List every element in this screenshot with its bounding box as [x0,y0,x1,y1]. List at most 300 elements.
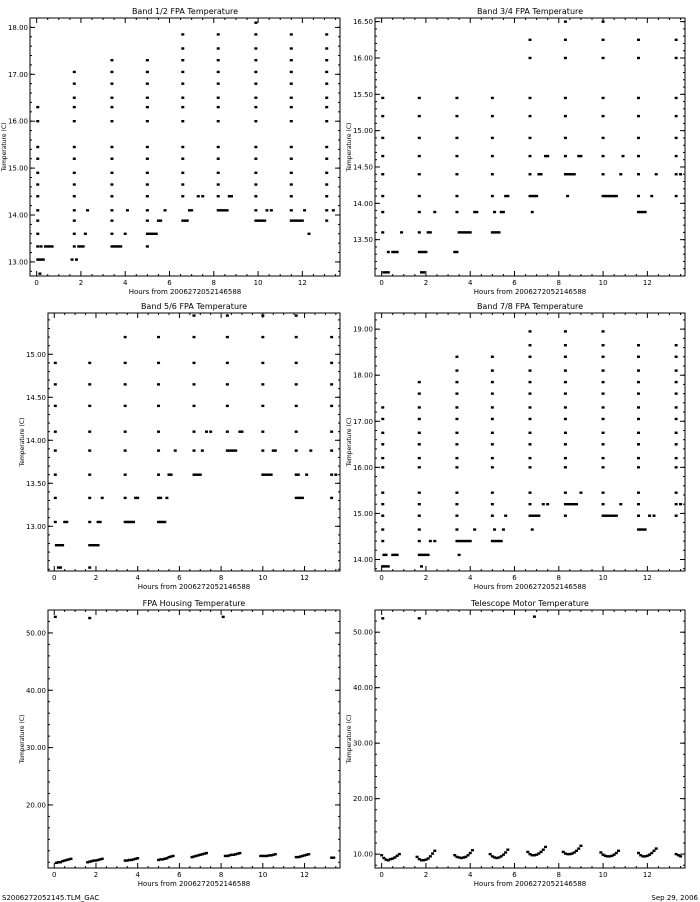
data-point-2-15 [400,231,403,233]
data-point-4-53 [455,466,458,468]
data-point-4-33 [418,443,421,445]
data-point-1-166 [290,33,293,35]
data-point-1-183 [325,33,328,35]
data-point-2-8 [381,195,384,197]
data-point-3-53 [159,497,162,499]
data-point-3-16 [88,566,91,568]
data-point-6-66 [637,852,640,854]
data-point-2-60 [491,97,494,99]
x-tick-label-2-2: 4 [467,279,473,287]
data-point-1-91 [181,183,184,185]
data-point-6-45 [540,851,543,853]
data-point-4-157 [637,466,640,468]
y-tick-label-1-2: 15.00 [7,164,28,173]
y-tick-label-3-4: 15.00 [25,350,46,359]
data-point-2-118 [637,173,640,175]
data-point-2-71 [529,155,532,157]
data-point-1-12 [36,219,39,221]
data-point-6-27 [467,854,470,856]
data-point-3-38 [124,497,127,499]
data-point-1-90 [181,195,184,197]
data-point-4-92 [529,491,532,493]
data-point-1-39 [73,71,76,73]
x-tick-label-5-5: 10 [258,871,268,879]
data-point-5-64 [307,853,310,855]
data-point-4-156 [637,491,640,493]
x-tick-label-4-3: 6 [512,574,517,582]
data-point-2-76 [529,39,532,41]
data-point-3-43 [124,383,127,385]
data-point-2-119 [637,155,640,157]
data-point-4-96 [529,432,532,434]
data-point-1-174 [325,158,328,160]
data-point-5-2 [222,616,225,618]
data-point-4-28 [418,515,421,517]
data-point-2-42 [455,195,458,197]
data-point-3-73 [193,362,196,364]
data-point-3-98 [261,430,264,432]
data-point-1-14 [36,195,39,197]
data-point-3-64 [174,449,177,451]
data-point-4-119 [564,418,567,420]
data-point-6-1 [418,617,421,619]
x-tick-label-1-4: 8 [211,279,217,287]
y-tick-label-1-4: 17.00 [7,70,28,79]
data-point-1-50 [110,195,113,197]
data-point-6-18 [429,855,432,857]
data-point-4-73 [491,466,494,468]
data-point-3-70 [193,430,196,432]
data-point-1-94 [181,146,184,148]
data-point-1-73 [146,172,149,174]
data-point-1-99 [181,71,184,73]
y-tick-label-1-1: 14.00 [7,211,28,220]
data-point-2-80 [546,155,549,157]
data-point-6-29 [471,849,474,851]
data-point-2-85 [573,173,576,175]
x-tick-label-3-1: 2 [93,574,99,582]
x-tick-label-6-1: 2 [423,871,429,879]
data-point-3-115 [295,383,298,385]
data-point-6-37 [504,851,507,853]
data-point-1-100 [181,59,184,61]
y-tick-label-3-3: 14.50 [25,393,46,402]
data-point-4-117 [564,443,567,445]
data-point-4-39 [429,540,432,542]
data-point-3-59 [157,362,160,364]
data-point-1-77 [146,106,149,108]
data-point-2-47 [455,97,458,99]
data-point-6-20 [433,850,436,852]
data-point-1-76 [146,120,149,122]
data-point-3-7 [54,497,57,499]
data-point-4-100 [529,381,532,383]
data-point-5-49 [238,852,241,854]
data-point-1-117 [217,97,220,99]
data-point-4-7 [396,554,399,556]
data-point-4-136 [602,491,605,493]
data-point-4-160 [637,432,640,434]
data-point-2-86 [566,195,569,197]
data-point-4-116 [564,457,567,459]
data-point-6-39 [526,851,529,853]
data-point-5-0 [54,616,57,618]
data-point-1-51 [110,183,113,185]
data-point-4-27 [418,528,421,530]
data-point-3-87 [226,362,229,364]
x-tick-label-5-3: 6 [177,871,182,879]
data-point-1-161 [290,97,293,99]
x-tick-label-1-2: 4 [122,279,128,287]
data-point-1-142 [254,47,257,49]
y-tick-label-2-2: 14.50 [352,163,373,172]
data-point-4-127 [579,491,582,493]
data-point-1-182 [325,47,328,49]
data-point-4-17 [381,418,384,420]
y-tick-label-4-5: 19.00 [352,325,373,334]
data-point-6-65 [617,850,620,852]
data-point-2-72 [529,137,532,139]
data-point-4-135 [602,503,605,505]
data-point-4-63 [473,528,476,530]
data-point-2-29 [418,97,421,99]
data-point-2-131 [675,115,678,117]
data-point-4-104 [529,330,532,332]
data-point-3-21 [97,544,100,546]
data-point-4-181 [675,369,678,371]
y-tick-label-6-3: 40.00 [352,684,373,693]
data-point-2-5 [396,251,399,253]
data-point-4-19 [381,565,384,567]
x-tick-label-6-2: 4 [467,871,473,879]
data-point-4-79 [491,392,494,394]
data-point-1-110 [217,195,220,197]
data-point-1-47 [110,233,113,235]
data-point-4-82 [491,356,494,358]
data-point-1-131 [254,195,257,197]
data-point-4-170 [675,515,678,517]
x-tick-label-3-2: 4 [135,574,140,582]
data-point-3-11 [54,405,57,407]
data-point-3-76 [201,449,204,451]
data-point-2-132 [675,97,678,99]
chart-title-2: Band 3/4 FPA Temperature [476,7,584,16]
y-tick-label-2-0: 13.50 [352,236,373,245]
data-point-4-51 [455,503,458,505]
data-point-2-12 [381,115,384,117]
data-point-2-75 [529,57,532,59]
x-tick-label-6-6: 12 [642,871,652,879]
data-point-3-47 [136,497,139,499]
data-point-1-20 [36,106,39,108]
data-point-4-10 [381,515,384,517]
data-point-4-12 [381,491,384,493]
data-point-6-11 [398,853,401,855]
x-tick-label-2-4: 8 [556,279,562,287]
data-point-3-39 [124,473,127,475]
data-point-1-154 [290,195,293,197]
data-point-1-175 [325,146,328,148]
data-point-2-73 [529,115,532,117]
data-point-1-56 [110,106,113,108]
data-point-1-176 [325,120,328,122]
data-point-1-58 [110,82,113,84]
footer-date: Sep 29, 2006 [651,894,698,902]
data-point-2-68 [535,195,538,197]
data-point-1-112 [217,172,220,174]
data-point-4-159 [637,443,640,445]
data-point-1-89 [190,209,193,211]
data-point-4-30 [418,491,421,493]
data-point-4-172 [675,491,678,493]
data-point-1-48 [110,219,113,221]
data-point-1-21 [71,258,74,260]
data-point-3-29 [88,362,91,364]
y-tick-label-3-2: 14.00 [25,436,46,445]
data-point-3-111 [297,473,300,475]
data-point-1-8 [38,272,41,274]
data-point-1-59 [110,71,113,73]
data-point-4-16 [381,432,384,434]
data-point-1-40 [84,233,87,235]
data-point-4-8 [381,540,384,542]
x-tick-label-6-5: 10 [598,871,608,879]
x-axis-label-5: Hours from 2006272052146588 [137,880,251,888]
data-point-4-134 [615,515,618,517]
data-point-1-27 [73,233,76,235]
data-point-1-22 [75,258,78,260]
data-point-1-179 [325,82,328,84]
data-point-2-58 [491,137,494,139]
plot-frame-5 [48,610,340,868]
data-point-1-95 [181,120,184,122]
data-point-1-155 [290,183,293,185]
x-tick-label-4-4: 8 [556,574,562,582]
data-point-2-31 [429,231,432,233]
data-point-1-31 [73,183,76,185]
data-point-6-74 [655,847,658,849]
data-point-2-70 [529,173,532,175]
data-point-2-125 [650,195,653,197]
data-point-1-32 [73,172,76,174]
data-point-2-95 [579,155,582,157]
data-point-1-169 [325,209,328,211]
x-tick-label-5-2: 4 [135,871,140,879]
data-point-4-114 [564,491,567,493]
data-point-1-158 [290,146,293,148]
data-point-2-23 [418,211,421,213]
x-tick-label-2-1: 2 [423,279,429,287]
data-point-2-106 [602,115,605,117]
x-tick-label-4-5: 10 [598,574,608,582]
data-point-2-104 [602,155,605,157]
y-tick-label-3-0: 13.00 [25,522,46,531]
data-point-4-80 [491,381,494,383]
data-point-3-23 [88,497,91,499]
data-point-3-122 [330,473,333,475]
data-point-2-123 [637,57,640,59]
data-point-4-167 [637,344,640,346]
data-point-4-84 [504,515,507,517]
data-point-3-105 [274,449,277,451]
y-tick-label-2-3: 15.00 [352,127,373,136]
data-point-4-183 [675,344,678,346]
data-point-3-120 [309,449,312,451]
data-point-1-162 [290,82,293,84]
data-point-4-149 [619,503,622,505]
plot-frame-1 [30,18,340,276]
data-point-4-83 [502,528,505,530]
data-point-4-175 [675,443,678,445]
data-point-1-119 [217,71,220,73]
data-point-4-158 [637,457,640,459]
data-point-2-133 [675,57,678,59]
data-point-1-164 [290,59,293,61]
data-point-4-147 [602,344,605,346]
data-point-1-49 [110,209,113,211]
data-point-2-74 [529,97,532,99]
data-point-3-116 [295,362,298,364]
data-point-1-178 [325,97,328,99]
data-point-3-109 [301,497,304,499]
data-point-1-118 [217,82,220,84]
data-point-2-93 [564,20,567,22]
data-point-4-74 [491,457,494,459]
data-point-3-102 [261,336,264,338]
data-point-3-74 [193,336,196,338]
data-point-4-102 [529,356,532,358]
chart-title-4: Band 7/8 FPA Temperature [476,302,584,311]
data-point-1-138 [254,97,257,99]
data-point-4-61 [455,369,458,371]
data-point-2-27 [418,137,421,139]
data-point-4-11 [381,503,384,505]
data-point-3-100 [261,383,264,385]
data-point-1-133 [254,172,257,174]
data-point-6-77 [679,855,682,857]
data-point-2-56 [491,173,494,175]
data-point-4-141 [602,418,605,420]
data-point-4-47 [469,540,472,542]
data-point-1-124 [230,195,233,197]
data-point-3-42 [124,405,127,407]
data-point-1-137 [254,106,257,108]
x-tick-label-6-3: 6 [512,871,517,879]
data-point-2-135 [679,173,682,175]
x-axis-label-6: Hours from 2006272052146588 [473,880,587,888]
y-tick-label-4-4: 18.00 [352,371,373,380]
chart-title-5: FPA Housing Temperature [142,599,246,608]
data-point-1-62 [126,209,129,211]
data-point-2-116 [644,211,647,213]
x-tick-label-6-0: 0 [379,871,384,879]
data-point-3-126 [330,383,333,385]
data-point-5-66 [332,856,335,858]
plot-frame-4 [375,313,685,571]
data-point-6-54 [575,850,578,852]
data-point-3-114 [295,405,298,407]
data-point-1-36 [73,106,76,108]
data-point-2-41 [455,211,458,213]
data-point-3-56 [157,430,160,432]
data-point-1-15 [36,183,39,185]
data-point-4-32 [418,457,421,459]
data-point-4-142 [602,406,605,408]
data-point-4-62 [455,356,458,358]
data-point-4-89 [537,515,540,517]
data-point-1-78 [146,97,149,99]
x-tick-label-2-3: 6 [512,279,517,287]
data-point-2-21 [422,271,425,273]
data-point-1-81 [146,59,149,61]
data-point-1-71 [146,195,149,197]
data-point-4-36 [418,406,421,408]
data-point-4-176 [675,432,678,434]
data-point-4-81 [491,369,494,371]
data-point-5-1 [88,617,91,619]
data-point-3-96 [270,473,273,475]
data-point-3-123 [330,449,333,451]
data-point-2-64 [506,195,509,197]
data-point-2-40 [469,231,472,233]
data-point-4-95 [529,443,532,445]
y-tick-label-1-3: 16.00 [7,117,28,126]
data-point-1-181 [325,59,328,61]
data-point-4-57 [455,418,458,420]
data-point-3-5 [61,544,64,546]
data-point-2-90 [564,97,567,99]
y-tick-label-3-1: 13.50 [25,479,46,488]
x-tick-label-1-3: 6 [167,279,172,287]
data-point-3-55 [157,449,160,451]
data-point-6-72 [650,852,653,854]
data-point-2-89 [564,115,567,117]
data-point-4-97 [529,418,532,420]
data-point-3-1 [59,566,62,568]
data-point-1-26 [82,245,85,247]
data-point-1-120 [217,59,220,61]
data-point-1-28 [73,219,76,221]
data-point-4-48 [458,554,461,556]
data-point-4-49 [455,528,458,530]
data-point-1-61 [124,233,127,235]
data-point-1-172 [325,183,328,185]
data-point-4-98 [529,406,532,408]
data-point-5-57 [274,853,277,855]
data-point-3-91 [240,430,243,432]
data-point-4-163 [637,392,640,394]
y-tick-label-2-5: 16.00 [352,54,373,63]
data-point-1-170 [325,219,328,221]
data-point-1-113 [217,158,220,160]
data-point-4-78 [491,406,494,408]
data-point-4-113 [564,515,567,517]
y-tick-label-4-1: 15.00 [352,509,373,518]
data-point-2-92 [564,39,567,41]
data-point-1-134 [254,158,257,160]
data-point-1-167 [303,209,306,211]
data-point-2-53 [498,231,501,233]
data-point-2-129 [675,155,678,157]
data-point-4-125 [564,344,567,346]
data-point-4-168 [648,515,651,517]
data-point-3-12 [54,383,57,385]
data-point-3-71 [193,405,196,407]
data-point-1-70 [146,209,149,211]
data-point-2-9 [381,173,384,175]
data-point-6-46 [542,848,545,850]
data-point-3-129 [334,473,337,475]
